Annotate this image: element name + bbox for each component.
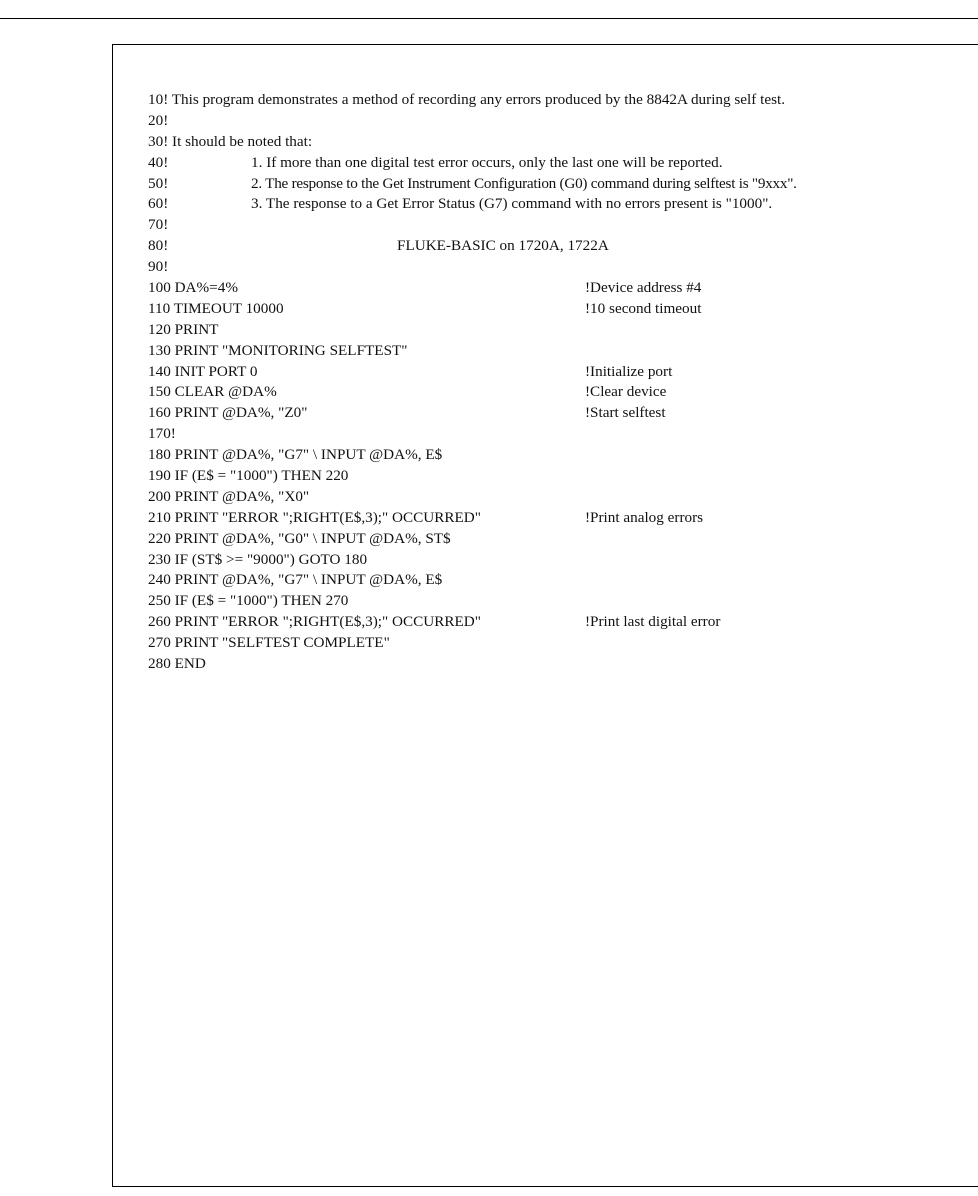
code-text: 210 PRINT "ERROR ";RIGHT(E$,3);" OCCURRED" [148, 508, 481, 526]
code-text: 280 END [148, 655, 206, 673]
program-line-100 [148, 278, 978, 299]
line-number: 40! [148, 153, 169, 171]
line-number: 80! [148, 237, 169, 255]
code-text: 250 IF (E$ = "1000") THEN 270 [148, 592, 349, 610]
code-text: 100 DA%=4% [148, 279, 238, 297]
code-text: 170! [148, 425, 176, 443]
note-text: 2. The response to the Get Instrument Configuration (G0) command during selftest is "9xxx". [251, 174, 797, 192]
program-line-250 [148, 591, 978, 612]
code-text: 240 PRINT @DA%, "G7" \ INPUT @DA%, E$ [148, 571, 443, 589]
code-comment: !Start selftest [585, 404, 666, 422]
code-text: 230 IF (ST$ >= "9000") GOTO 180 [148, 550, 368, 568]
code-text: 180 PRINT @DA%, "G7" \ INPUT @DA%, E$ [148, 446, 443, 464]
note-text: 3. The response to a Get Error Status (G7) command with no errors present is "1000". [251, 195, 773, 213]
program-line-70 [148, 215, 978, 236]
code-text: 70! [148, 216, 169, 234]
program-line-190 [148, 466, 978, 487]
program-line-160 [148, 403, 978, 424]
program-line-80 [148, 236, 978, 257]
program-line-280 [148, 654, 978, 675]
code-text: 160 PRINT @DA%, "Z0" [148, 404, 308, 422]
program-line-30 [148, 132, 978, 153]
code-comment: !Initialize port [585, 362, 673, 380]
program-line-210 [148, 508, 978, 529]
code-text: 220 PRINT @DA%, "G0" \ INPUT @DA%, ST$ [148, 529, 451, 547]
code-text: 30! It should be noted that: [148, 132, 313, 150]
program-listing [148, 90, 978, 675]
program-line-230 [148, 550, 978, 571]
program-line-180 [148, 445, 978, 466]
code-comment: !10 second timeout [585, 299, 702, 317]
program-line-170 [148, 424, 978, 445]
program-line-90 [148, 257, 978, 278]
code-text: 200 PRINT @DA%, "X0" [148, 487, 310, 505]
code-comment: !Device address #4 [585, 279, 702, 297]
code-comment: !Print analog errors [585, 508, 704, 526]
line-number: 60! [148, 195, 169, 213]
program-line-150 [148, 382, 978, 403]
program-line-270 [148, 633, 978, 654]
code-text: 140 INIT PORT 0 [148, 362, 258, 380]
code-text: 20! [148, 111, 169, 129]
program-line-260 [148, 612, 978, 633]
program-line-200 [148, 487, 978, 508]
program-line-110 [148, 299, 978, 320]
program-line-240 [148, 570, 978, 591]
code-text: 270 PRINT "SELFTEST COMPLETE" [148, 634, 390, 652]
program-line-140 [148, 362, 978, 383]
code-comment: !Print last digital error [585, 613, 721, 631]
program-heading: FLUKE-BASIC on 1720A, 1722A [397, 237, 609, 255]
code-text: 90! [148, 258, 169, 276]
program-line-10 [148, 90, 978, 111]
line-number: 50! [148, 174, 169, 192]
code-comment: !Clear device [585, 383, 667, 401]
code-text: 150 CLEAR @DA% [148, 383, 277, 401]
program-line-120 [148, 320, 978, 341]
code-text: 190 IF (E$ = "1000") THEN 220 [148, 467, 349, 485]
code-text: 110 TIMEOUT 10000 [148, 299, 284, 317]
code-text: 130 PRINT "MONITORING SELFTEST" [148, 341, 408, 359]
code-text: 120 PRINT [148, 320, 219, 338]
program-line-130 [148, 341, 978, 362]
note-text: 1. If more than one digital test error occurs, only the last one will be reported. [251, 153, 723, 171]
program-line-50 [148, 174, 978, 195]
program-line-40 [148, 153, 978, 174]
code-text: 260 PRINT "ERROR ";RIGHT(E$,3);" OCCURRED" [148, 613, 481, 631]
program-line-220 [148, 529, 978, 550]
program-line-60 [148, 194, 978, 215]
program-line-20 [148, 111, 978, 132]
code-text: 10! This program demonstrates a method of recording any errors produced by the 8842A during self test. [148, 91, 786, 108]
page-top-rule [0, 18, 978, 19]
